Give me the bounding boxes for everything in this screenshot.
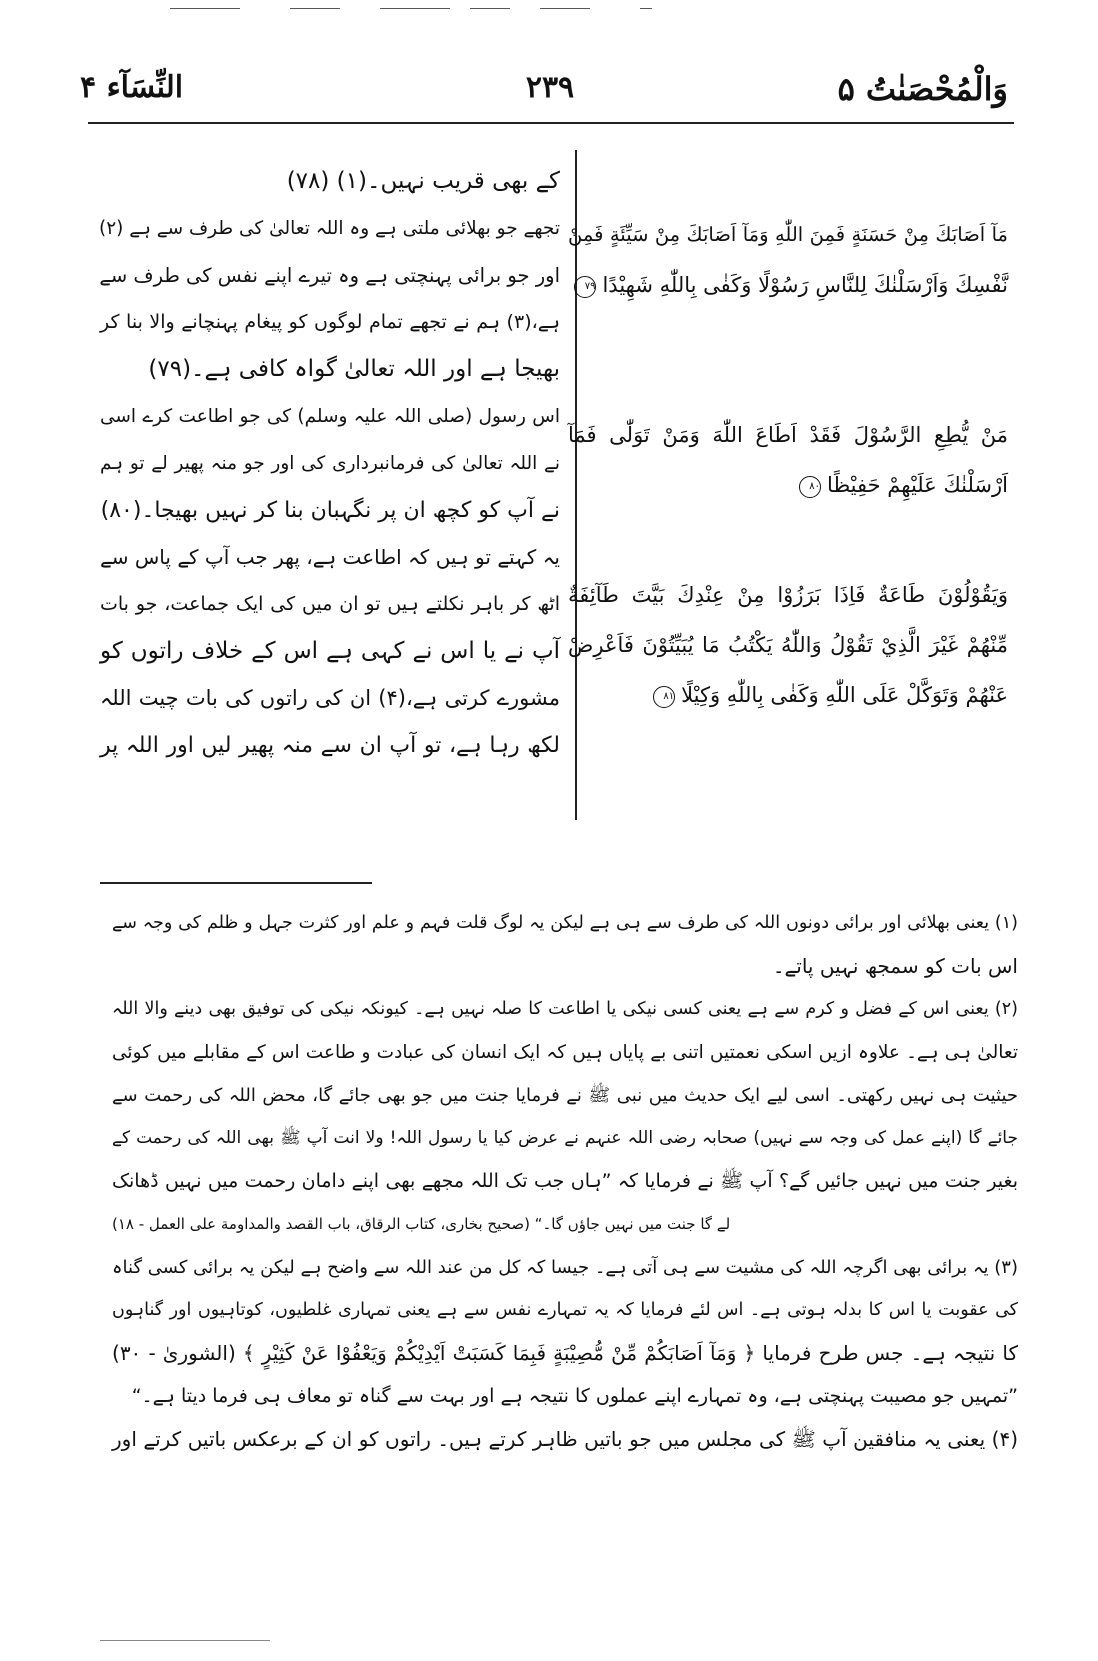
translation-line: آپ نے یا اس نے کہی ہے اس کے خلاف راتوں کو — [100, 638, 560, 664]
scan-mark — [170, 8, 240, 9]
translation-column — [100, 158, 560, 769]
footnote-line: اس بات کو سمجھ نہیں پاتے۔ — [772, 954, 1018, 978]
footnote-line: (۴) یعنی یہ منافقین آپ ﷺ کی مجلس میں جو باتیں ظاہر کرتے ہیں۔ راتوں کو ان کے برعکس باتیں کرتے اور — [112, 1427, 1018, 1451]
arabic-text: نَّفْسِكَ وَاَرْسَلْنٰكَ لِلنَّاسِ رَسُوْلًا وَكَفٰى بِاللّٰهِ شَهِيْدًا — [602, 273, 1008, 297]
arabic-verse-block — [568, 210, 1008, 310]
ayah-number-marker: ۸۰ — [799, 476, 821, 498]
translation-line: نے اللہ تعالیٰ کی فرمانبرداری کی اور جو منہ پھیر لے تو ہم — [100, 453, 560, 474]
scan-mark — [640, 8, 652, 9]
ayah-number-marker: ۸۱ — [653, 686, 675, 708]
translation-line: نے آپ کو کچھ ان پر نگہبان بنا کر نہیں بھیجا۔(۸۰) — [100, 498, 560, 523]
translation-line: اس رسول (صلی اللہ علیہ وسلم) کی جو اطاعت کرے اسی — [100, 406, 560, 427]
translation-line: تجھے جو بھلائی ملتی ہے وہ اللہ تعالیٰ کی طرف سے ہے (۲) — [98, 218, 560, 239]
footnote-line: (۱) یعنی بھلائی اور برائی دونوں اللہ کی طرف سے ہی ہے لیکن یہ لوگ قلت فہم و علم اور کثرت جہل و ظلم کی وجہ سے — [112, 913, 1018, 933]
footnote-line: کا نتیجہ ہے۔ جس طرح فرمایا ﴿ وَمَآ اَصَابَكُمْ مِّنْ مُّصِيْبَةٍ فَبِمَا كَسَبَتْ اَيْدِيْكُمْ وَيَعْفُوْا عَنْ كَثِيْرٍ ﴾ (الشوریٰ - ۳۰) — [112, 1341, 1018, 1365]
translation-line: لکھ رہا ہے، تو آپ ان سے منہ پھیر لیں اور اللہ پر — [100, 733, 560, 758]
arabic-verse-block — [568, 570, 1008, 720]
arabic-line — [568, 260, 1008, 310]
translation-line: اٹھ کر باہر نکلتے ہیں تو ان میں کی ایک جماعت، جو بات — [100, 593, 560, 615]
arabic-line — [568, 670, 1008, 720]
juz-title: وَالْمُحْصَنٰتُ ۵ — [837, 70, 1008, 108]
scan-mark — [540, 8, 590, 9]
page-number: ۲۳۹ — [525, 70, 575, 105]
scan-mark — [290, 8, 340, 9]
footnote-line: (۲) یعنی اس کے فضل و کرم سے ہے یعنی کسی نیکی یا اطاعت کا صلہ نہیں ہے۔ کیونکہ نیکی کی توفیق بھی دینے والا اللہ — [112, 999, 1018, 1019]
footnote-line: تعالیٰ ہی ہے۔ علاوہ ازیں اسکی نعمتیں اتنی بے پایاں ہیں کہ ایک انسان کی عبادت و طاعت اس کے مقابلے میں کوئی — [112, 1042, 1018, 1063]
scan-mark — [100, 1640, 270, 1641]
arabic-text: اَرْسَلْنٰكَ عَلَيْهِمْ حَفِيْظًا — [827, 473, 1008, 497]
translation-line: کے بھی قریب نہیں۔(۱) (۷۸) — [286, 168, 560, 194]
arabic-line: مَآ اَصَابَكَ مِنْ حَسَنَةٍ فَمِنَ اللّٰهِ وَمَآ اَصَابَكَ مِنْ سَيِّئَةٍ فَمِنْ — [568, 223, 1008, 246]
scan-mark — [470, 8, 510, 9]
arabic-line: مَنْ يُّطِعِ الرَّسُوْلَ فَقَدْ اَطَاعَ اللّٰهَ وَمَنْ تَوَلّٰى فَمَآ — [568, 423, 1008, 447]
footnote-line: (۳) یہ برائی بھی اگرچہ اللہ کی مشیت سے ہی آتی ہے۔ جیسا کہ کل من عند اللہ سے واضح ہے لیکن یہ برائی کسی گناہ — [112, 1257, 1018, 1278]
translation-line: ہے،(۳) ہم نے تجھے تمام لوگوں کو پیغام پہنچانے والا بنا کر — [100, 311, 560, 333]
arabic-verse-block — [568, 410, 1008, 510]
footnote-rule — [100, 882, 372, 884]
surah-title: النِّسَآء ۴ — [80, 70, 184, 105]
footnotes — [112, 902, 1018, 1461]
translation-line: یہ کہتے تو ہیں کہ اطاعت ہے، پھر جب آپ کے پاس سے — [100, 545, 560, 569]
footnote-line: کی عقوبت یا اس کا بدلہ ہوتی ہے۔ اس لئے فرمایا کہ یہ تمہارے نفس سے ہے یعنی تمہاری غلطیوں، کوتاہیوں اور گناہوں — [112, 1300, 1018, 1320]
ayah-number-marker: ۷۹ — [574, 276, 596, 298]
footnote-line: حیثیت ہی نہیں رکھتی۔ اسی لیے ایک حدیث میں نبی ﷺ نے فرمایا جنت میں جو بھی جائے گا، محض اللہ کی رحمت سے — [112, 1085, 1018, 1106]
translation-line: مشورے کرتی ہے،(۴) ان کی راتوں کی بات چیت اللہ — [100, 686, 561, 710]
arabic-line: وَيَقُوْلُوْنَ طَاعَةٌ فَاِذَا بَرَزُوْا مِنْ عِنْدِكَ بَيَّتَ طَآئِفَةٌ — [568, 583, 1008, 607]
footnote-line: لے گا جنت میں نہیں جاؤں گا۔“ (صحیح بخاری، کتاب الرقاق، باب القصد والمداومة على العمل - ۱۸) — [112, 1215, 731, 1233]
translation-line: بھیجا ہے اور اللہ تعالیٰ گواہ کافی ہے۔(۷۹) — [148, 356, 560, 382]
header-rule — [88, 122, 1014, 124]
translation-line: اور جو برائی پہنچتی ہے وہ تیرے اپنے نفس کی طرف سے — [99, 264, 560, 287]
arabic-line — [568, 460, 1008, 510]
arabic-line: مِّنْهُمْ غَيْرَ الَّذِيْ تَقُوْلُ وَاللّٰهُ يَكْتُبُ مَا يُبَيِّتُوْنَ فَاَعْرِضْ — [568, 633, 1008, 657]
scan-mark — [380, 8, 450, 9]
footnote-line: جائے گا (اپنے عمل کی وجہ سے نہیں) صحابہ رضی اللہ عنہم نے عرض کیا یا رسول اللہ! ولا انت آپ ﷺ بھی اللہ کی رحمت کے — [112, 1128, 1018, 1148]
footnote-line: ”تمہیں جو مصیبت پہنچتی ہے، وہ تمہارے اپنے عملوں کا نتیجہ ہے اور بہت سے گناہ تو معاف ہی فرما دیتا ہے۔“ — [131, 1385, 1018, 1407]
footnote-line: بغیر جنت میں نہیں جائیں گے؟ آپ ﷺ نے فرمایا کہ ”ہاں جب تک اللہ مجھے بھی اپنے دامان رحمت میں نہیں ڈھانک — [112, 1170, 1018, 1192]
arabic-text: عَنْهُمْ وَتَوَكَّلْ عَلَى اللّٰهِ وَكَفٰى بِاللّٰهِ وَكِيْلًا — [681, 683, 1008, 707]
